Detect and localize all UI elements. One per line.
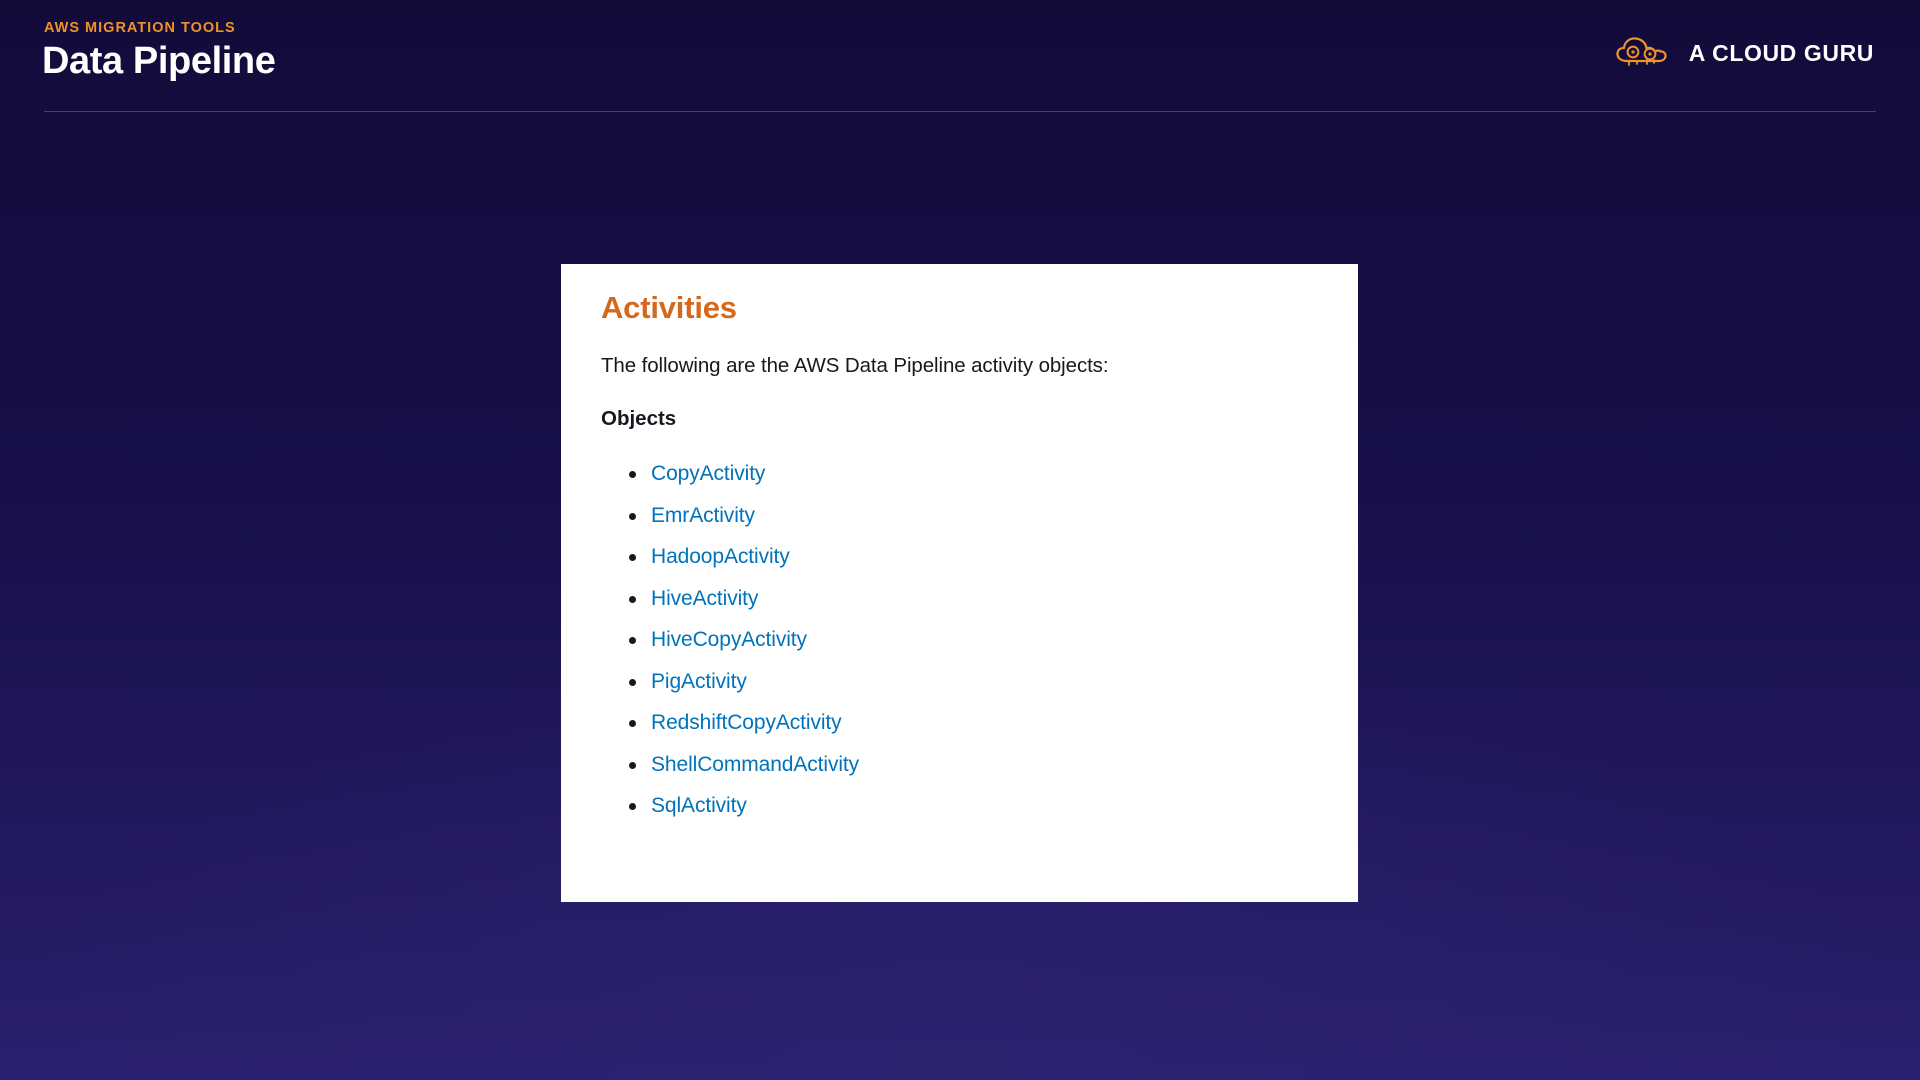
list-item[interactable] bbox=[651, 453, 1324, 495]
brand-name: A CLOUD GURU bbox=[1688, 39, 1874, 66]
list-item[interactable] bbox=[651, 785, 1324, 827]
object-link[interactable]: SqlActivity bbox=[651, 794, 747, 817]
object-link[interactable]: CopyActivity bbox=[651, 462, 766, 485]
card-title: Activities bbox=[601, 290, 737, 325]
object-link[interactable]: RedshiftCopyActivity bbox=[651, 711, 842, 734]
object-link[interactable]: PigActivity bbox=[651, 669, 747, 693]
page-title: Data Pipeline bbox=[42, 40, 276, 82]
card-subheading: Objects bbox=[601, 407, 677, 430]
object-link[interactable]: HiveCopyActivity bbox=[651, 628, 807, 651]
object-link[interactable]: ShellCommandActivity bbox=[651, 752, 860, 776]
card-intro-text: The following are the AWS Data Pipeline activity objects: bbox=[601, 354, 1109, 377]
list-item[interactable] bbox=[651, 536, 1324, 578]
object-list bbox=[601, 453, 1324, 827]
slide-header bbox=[0, 0, 1920, 112]
object-link[interactable]: EmrActivity bbox=[651, 503, 755, 527]
cloud-guru-logo-icon bbox=[1615, 34, 1675, 72]
list-item[interactable] bbox=[651, 495, 1324, 537]
list-item[interactable] bbox=[651, 661, 1324, 703]
brand bbox=[1615, 34, 1874, 72]
list-item[interactable] bbox=[651, 619, 1324, 661]
header-divider bbox=[44, 111, 1876, 112]
list-item[interactable] bbox=[651, 744, 1324, 786]
eyebrow-label: AWS MIGRATION TOOLS bbox=[44, 20, 236, 36]
object-link[interactable]: HiveActivity bbox=[651, 586, 759, 610]
list-item[interactable] bbox=[651, 702, 1324, 744]
list-item[interactable] bbox=[651, 578, 1324, 620]
object-link[interactable]: HadoopActivity bbox=[651, 545, 790, 568]
content-card bbox=[561, 264, 1358, 902]
